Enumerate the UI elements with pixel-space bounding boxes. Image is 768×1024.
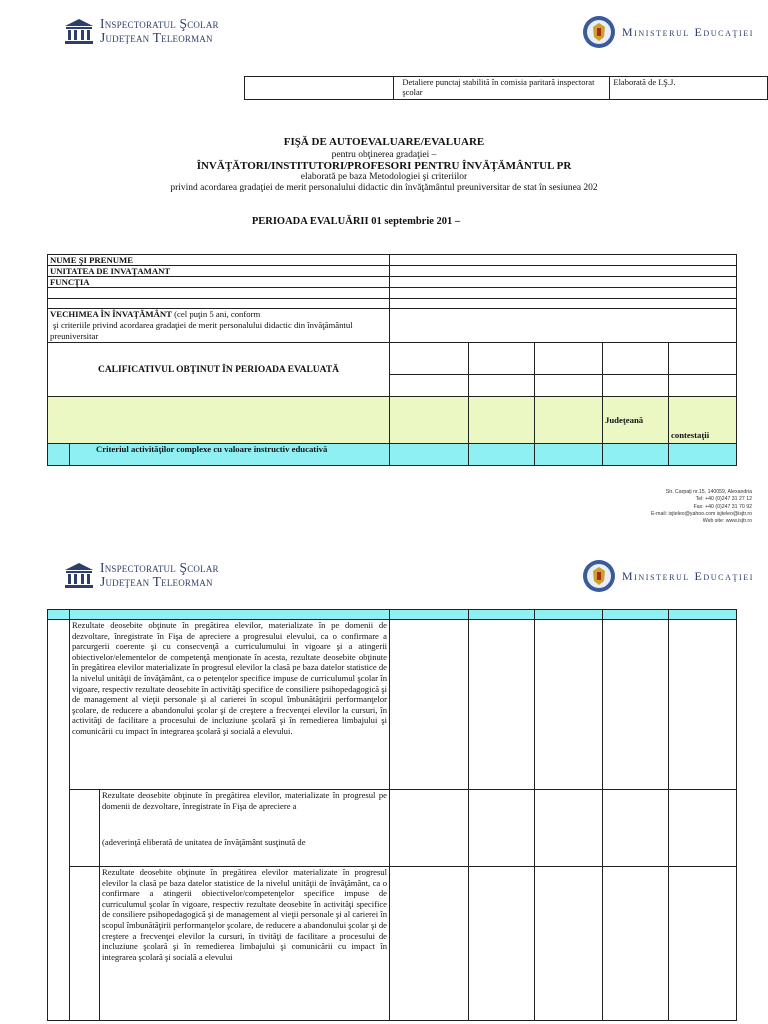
c1a2-col4[interactable] xyxy=(603,867,669,1021)
header-col-3 xyxy=(535,397,603,444)
criteriul-cell-4 xyxy=(603,444,669,466)
c1a2-autoeval[interactable] xyxy=(390,867,469,1021)
criteriul-cell-5 xyxy=(669,444,737,466)
calif-cell-9[interactable] xyxy=(603,375,669,397)
contact-email: E-mail: isjteleo@yahoo.com isjteleo@isjtr.ro xyxy=(650,510,752,517)
label-nume: NUME ŞI PRENUME xyxy=(48,255,390,266)
criteria-table xyxy=(47,609,737,1021)
c1a2-col5[interactable] xyxy=(669,867,737,1021)
blank-row-label-2 xyxy=(48,299,390,309)
isj-name-line2: Judeţean Teleorman xyxy=(100,30,213,45)
criterion-1a2-text: Rezultate deosebite obţinute în pregătirea elevilor materializate în progresul elevilor la clasă pe baza datelor statistice de la nivelul unităţii de învăţământ, ca o confirmare a atingerii obiectivelor/competenţelor specifice impuse de curriculumul şcolar în vigoare, respectiv rezultate deosebite în activităţi specifice de consiliere psihopedagogică şi de management al vieţii personale şi al carierei în scopul îmbunătăţirii performanţelor şcolare, de reducere a abandonului şcolar şi de creştere a frecvenţei elevilor la cursuri, în tivităţi de facilitare a procesului de incluziune şcolară şi în remedierea limbajului şi comunicării cu impact în integrarea şcolară şi socială a elevului xyxy=(100,867,390,1021)
criteriul-cell-2 xyxy=(469,444,535,466)
contact-website: Web site: www.isjtr.ro xyxy=(702,518,752,525)
c1a2-col3[interactable] xyxy=(535,867,603,1021)
criteriul-cell-3 xyxy=(535,444,603,466)
subtitle-session: privind acordarea gradaţiei de merit personalului didactic din învăţământul preuniversitar de stat în sesiunea 202 xyxy=(170,183,598,193)
criterion-1a1-desc: Rezultate deosebite obţinute în pregătirea elevilor, materializate în progresul pe domenii de dezvoltare, înregistrate în Fişa de apreciere a xyxy=(102,790,387,811)
isj-name-line1: Inspectoratul Şcolar xyxy=(100,16,219,31)
evaluation-period: PERIOADA EVALUĂRII 01 septembrie 201 – xyxy=(251,216,461,227)
c1a1-col3[interactable] xyxy=(535,790,603,867)
ministry-name-page2: Ministerul Educaţiei xyxy=(621,568,754,583)
value-nume[interactable] xyxy=(390,255,737,266)
p2-header-7 xyxy=(669,610,737,620)
subtitle-audience: ÎNVĂŢĂTORI/INSTITUTORI/PROFESORI PENTRU ÎNVĂŢĂMÂNTUL PR xyxy=(196,160,572,172)
c1a-col3[interactable] xyxy=(535,620,603,790)
label-vechimea xyxy=(48,309,390,343)
ministry-name: Ministerul Educaţiei xyxy=(621,24,754,39)
temple-icon xyxy=(64,18,94,44)
ministry-logo-page2 xyxy=(582,559,754,593)
header-autoevaluare xyxy=(390,397,469,444)
p2-header-2 xyxy=(70,610,390,620)
c1a1-col2[interactable] xyxy=(469,790,535,867)
c1a-col5[interactable] xyxy=(669,620,737,790)
value-unitatea[interactable] xyxy=(390,266,737,277)
header-judeteana: Judeţeană xyxy=(603,397,669,444)
calif-cell-6[interactable] xyxy=(390,375,469,397)
p2-header-6 xyxy=(603,610,669,620)
subtitle-gradatie: pentru obţinerea gradaţiei – xyxy=(331,150,437,160)
c1a2-index xyxy=(70,867,100,1021)
header-criteria-cell xyxy=(48,397,390,444)
c1a1-index xyxy=(70,790,100,867)
criteriul-index xyxy=(48,444,70,466)
label-unitatea: UNITATEA DE INVAŢAMANT xyxy=(48,266,390,277)
c1a-col2[interactable] xyxy=(469,620,535,790)
contact-footer xyxy=(651,489,752,525)
c1a1-col4[interactable] xyxy=(603,790,669,867)
p2-header-1 xyxy=(48,610,70,620)
criterion-1a1-proof: (adeverinţă eliberată de unitatea de învăţământ susţinută de xyxy=(102,837,306,848)
calif-cell-4[interactable] xyxy=(603,343,669,375)
label-functia: FUNCŢIA xyxy=(48,277,390,288)
p2-index-col xyxy=(48,620,70,1021)
vechimea-criteria: şi criteriile privind acordarea gradaţiei de merit personalului didactic din învăţământul preuniversitar xyxy=(50,320,353,341)
calif-cell-10[interactable] xyxy=(669,375,737,397)
criterion-1a1-text xyxy=(100,790,390,867)
criteriul-title: Criteriul activităţilor complexe cu valoare instructiv educativă xyxy=(70,444,390,466)
c1a-col4[interactable] xyxy=(603,620,669,790)
subtitle-methodology: elaborată pe baza Metodologiei şi criteriilor xyxy=(300,172,468,182)
c1a1-autoeval[interactable] xyxy=(390,790,469,867)
header-contestatii: contestaţii xyxy=(669,397,737,444)
p2-header-5 xyxy=(535,610,603,620)
identification-table xyxy=(47,254,737,466)
approval-elaborat-cell: Elaborată de I.Ş.J. xyxy=(610,77,768,100)
vechimea-title: VECHIMEA ÎN ÎNVAŢĂMÂNT xyxy=(50,309,172,319)
p2-header-4 xyxy=(469,610,535,620)
isj-logo xyxy=(64,17,219,45)
calif-cell-3[interactable] xyxy=(535,343,603,375)
criteriul-cell-1 xyxy=(390,444,469,466)
contact-address: Str. Carpaţi nr.15, 140059, Alexandria xyxy=(665,489,752,495)
criterion-1a-text: Rezultate deosebite obţinute în pregătirea elevilor, materializate în pe domenii de dezvoltare, înregistrate în Fişa de apreciere a progresului elevului, ca o confirmare a parcurgerii coerente şi cu consecvenţă a curriculumului în vigoare şi a atingerii obiectivelor/elementelor de competenţă menţionate în acesta, rezultate deosebite obţinute în pregătirea elevilor materializate în progresul elevilor la clasă pe baza datelor statistice de la nivelul unităţii de învăţământ, ca o petenţelor specifice impuse de curriculumul şcolar în vigoare, respectiv rezultate deosebite în activităţi specifice de consiliere psihopedagogică şi de management al vieţii personale şi al carierei în scopul îmbunătăţirii performanţelor şcolare, de reducere a abandonului şcolar şi de creştere a frecvenţei elevilor la cursuri, în activităţi de facilitare a procesului de incluziune şcolară şi în remedierea limbajului şi comunicării cu impact în integrarea şcolară şi socială a elevului. xyxy=(70,620,390,790)
calif-cell-1[interactable] xyxy=(390,343,469,375)
ministry-crest-icon xyxy=(582,559,616,593)
header-col-2 xyxy=(469,397,535,444)
value-vechimea[interactable] xyxy=(390,309,737,343)
contact-phone: Tel: +40 (0)247 31 27 12 xyxy=(695,496,752,503)
approval-empty-cell xyxy=(245,77,394,100)
c1a1-col5[interactable] xyxy=(669,790,737,867)
blank-row-value xyxy=(390,288,737,299)
contact-fax: Fax: +40 (0)247 31 70 92 xyxy=(693,503,752,510)
blank-row-value-2 xyxy=(390,299,737,309)
c1a2-col2[interactable] xyxy=(469,867,535,1021)
ministry-crest-icon xyxy=(582,15,616,49)
isj-name-line2-page2: Judeţean Teleorman xyxy=(100,574,213,589)
calif-cell-2[interactable] xyxy=(469,343,535,375)
calif-cell-7[interactable] xyxy=(469,375,535,397)
document-title: FIŞĂ DE AUTOEVALUARE/EVALUARE xyxy=(283,136,485,148)
blank-row-label xyxy=(48,288,390,299)
temple-icon xyxy=(64,562,94,588)
isj-name-line1-page2: Inspectoratul Şcolar xyxy=(100,560,219,575)
vechimea-condition: (cel puţin 5 ani, conform xyxy=(171,309,261,319)
label-calificativ: CALIFICATIVUL OBŢINUT ÎN PERIOADA EVALUATĂ xyxy=(48,343,390,397)
value-functia[interactable] xyxy=(390,277,737,288)
approval-table xyxy=(244,76,768,100)
isj-logo-page2 xyxy=(64,561,219,589)
calif-cell-8[interactable] xyxy=(535,375,603,397)
title-block xyxy=(0,137,768,194)
approval-detail-cell: Detaliere punctaj stabilită în comisia paritară inspectorat şcolar xyxy=(394,77,610,100)
ministry-logo xyxy=(582,15,754,49)
p2-header-3 xyxy=(390,610,469,620)
calif-cell-5[interactable] xyxy=(669,343,737,375)
c1a-autoeval[interactable] xyxy=(390,620,469,790)
